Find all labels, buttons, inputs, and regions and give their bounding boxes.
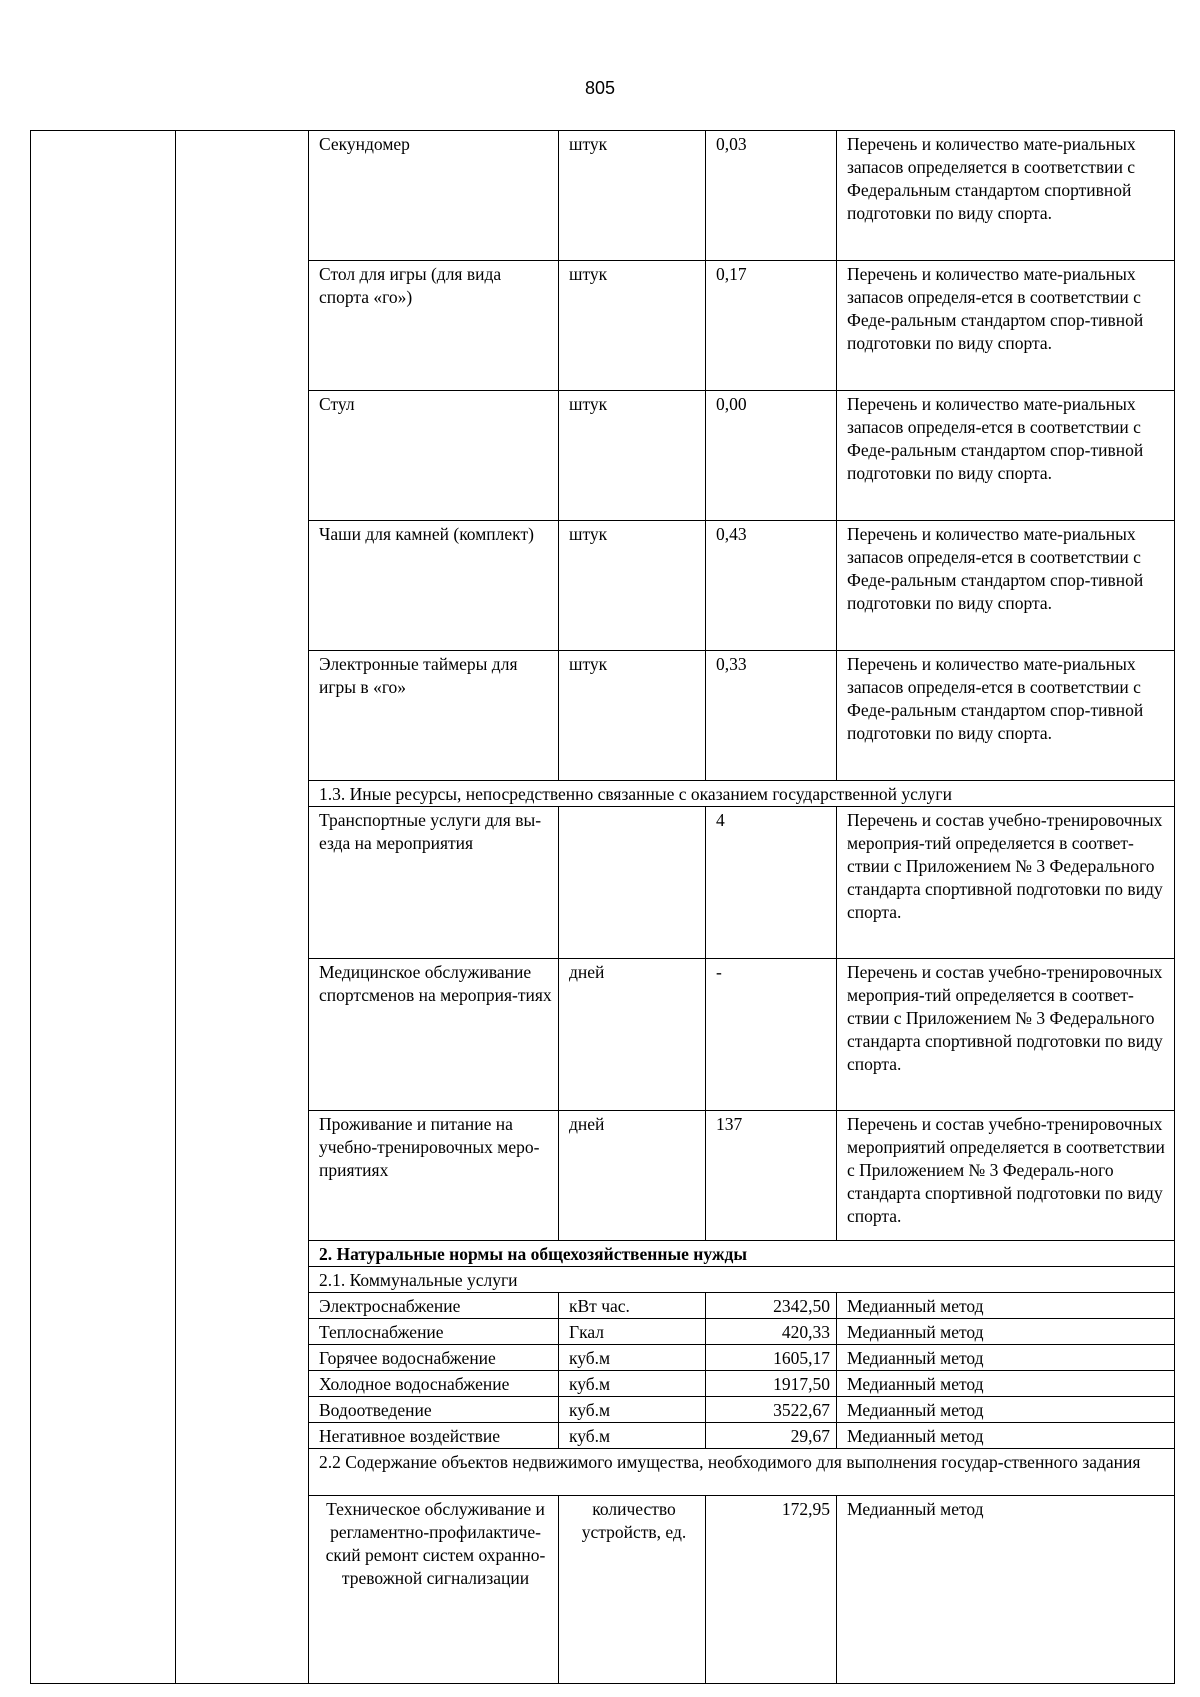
unit-cell: куб.м — [559, 1345, 706, 1371]
note-cell: Медианный метод — [837, 1319, 1175, 1345]
unit-cell: дней — [559, 1111, 706, 1241]
resource-name: Теплоснабжение — [309, 1319, 559, 1345]
section-heading-2: 2. Натуральные нормы на общехозяйственные нужды — [309, 1241, 1175, 1267]
unit-cell: куб.м — [559, 1371, 706, 1397]
resource-name: Проживание и питание на учебно-тренировочных меро-приятиях — [309, 1111, 559, 1241]
note-cell: Перечень и состав учебно-тренировочных мероприя-тий определяется в соответ-ствии с Приложением № 3 Федерального стандарта спортивной подготовки по виду спорта. — [837, 959, 1175, 1111]
value-cell: 3522,67 — [706, 1397, 837, 1423]
note-cell: Медианный метод — [837, 1397, 1175, 1423]
value-cell: 1917,50 — [706, 1371, 837, 1397]
section-heading-2-1: 2.1. Коммунальные услуги — [309, 1267, 1175, 1293]
note-cell: Медианный метод — [837, 1371, 1175, 1397]
unit-cell: куб.м — [559, 1423, 706, 1449]
resource-name: Стул — [309, 391, 559, 521]
resource-name: Электронные таймеры для игры в «го» — [309, 651, 559, 781]
resource-name: Техническое обслуживание и регламентно-профилактиче-ский ремонт систем охранно-тревожной сигнализации — [309, 1496, 559, 1684]
note-cell: Перечень и количество мате-риальных запасов определя-ется в соответствии с Феде-ральным стандартом спор-тивной подготовки по виду спорта. — [837, 391, 1175, 521]
note-cell: Перечень и количество мате-риальных запасов определяется в соответствии с Федеральным стандартом спортивной подготовки по виду спорта. — [837, 131, 1175, 261]
value-cell: 420,33 — [706, 1319, 837, 1345]
unit-cell: Гкал — [559, 1319, 706, 1345]
note-cell: Перечень и состав учебно-тренировочных мероприя-тий определяется в соответ-ствии с Приложением № 3 Федерального стандарта спортивной подготовки по виду спорта. — [837, 807, 1175, 959]
resource-name: Транспортные услуги для вы-езда на мероприятия — [309, 807, 559, 959]
value-cell: 0,43 — [706, 521, 837, 651]
page-number: 805 — [584, 78, 616, 98]
value-cell: 0,33 — [706, 651, 837, 781]
empty-column-1 — [31, 131, 176, 1684]
resource-name: Негативное воздействие — [309, 1423, 559, 1449]
value-cell: 0,17 — [706, 261, 837, 391]
resource-name: Чаши для камней (комплект) — [309, 521, 559, 651]
resource-name: Стол для игры (для вида спорта «го») — [309, 261, 559, 391]
resource-name: Водоотведение — [309, 1397, 559, 1423]
resource-name: Медицинское обслуживание спортсменов на мероприя-тиях — [309, 959, 559, 1111]
section-heading-1-3: 1.3. Иные ресурсы, непосредственно связанные с оказанием государственной услуги — [309, 781, 1175, 807]
unit-cell: куб.м — [559, 1397, 706, 1423]
resource-name: Секундомер — [309, 131, 559, 261]
unit-cell: штук — [559, 651, 706, 781]
value-cell: 172,95 — [706, 1496, 837, 1684]
note-cell: Медианный метод — [837, 1293, 1175, 1319]
note-cell: Медианный метод — [837, 1345, 1175, 1371]
value-cell: 0,03 — [706, 131, 837, 261]
unit-cell: штук — [559, 521, 706, 651]
value-cell: 0,00 — [706, 391, 837, 521]
unit-cell: штук — [559, 391, 706, 521]
table-row — [31, 131, 1175, 261]
empty-column-2 — [176, 131, 309, 1684]
note-cell: Перечень и количество мате-риальных запасов определя-ется в соответствии с Феде-ральным стандартом спор-тивной подготовки по виду спорта. — [837, 521, 1175, 651]
norms-table — [30, 130, 1175, 1684]
resource-name: Электроснабжение — [309, 1293, 559, 1319]
value-cell: - — [706, 959, 837, 1111]
unit-cell: штук — [559, 261, 706, 391]
value-cell: 4 — [706, 807, 837, 959]
unit-cell: дней — [559, 959, 706, 1111]
unit-cell: количество устройств, ед. — [559, 1496, 706, 1684]
value-cell: 29,67 — [706, 1423, 837, 1449]
value-cell: 1605,17 — [706, 1345, 837, 1371]
value-cell: 2342,50 — [706, 1293, 837, 1319]
section-heading-2-2: 2.2 Содержание объектов недвижимого имущества, необходимого для выполнения государ-ственного задания — [309, 1449, 1175, 1496]
note-cell: Перечень и количество мате-риальных запасов определя-ется в соответствии с Феде-ральным стандартом спор-тивной подготовки по виду спорта. — [837, 261, 1175, 391]
unit-cell — [559, 807, 706, 959]
resource-name: Горячее водоснабжение — [309, 1345, 559, 1371]
note-cell: Медианный метод — [837, 1423, 1175, 1449]
unit-cell: штук — [559, 131, 706, 261]
value-cell: 137 — [706, 1111, 837, 1241]
note-cell: Медианный метод — [837, 1496, 1175, 1684]
unit-cell: кВт час. — [559, 1293, 706, 1319]
note-cell: Перечень и состав учебно-тренировочных мероприятий определяется в соответствии с Приложением № 3 Федераль-ного стандарта спортивной подготовки по виду спорта. — [837, 1111, 1175, 1241]
resource-name: Холодное водоснабжение — [309, 1371, 559, 1397]
note-cell: Перечень и количество мате-риальных запасов определя-ется в соответствии с Феде-ральным стандартом спор-тивной подготовки по виду спорта. — [837, 651, 1175, 781]
